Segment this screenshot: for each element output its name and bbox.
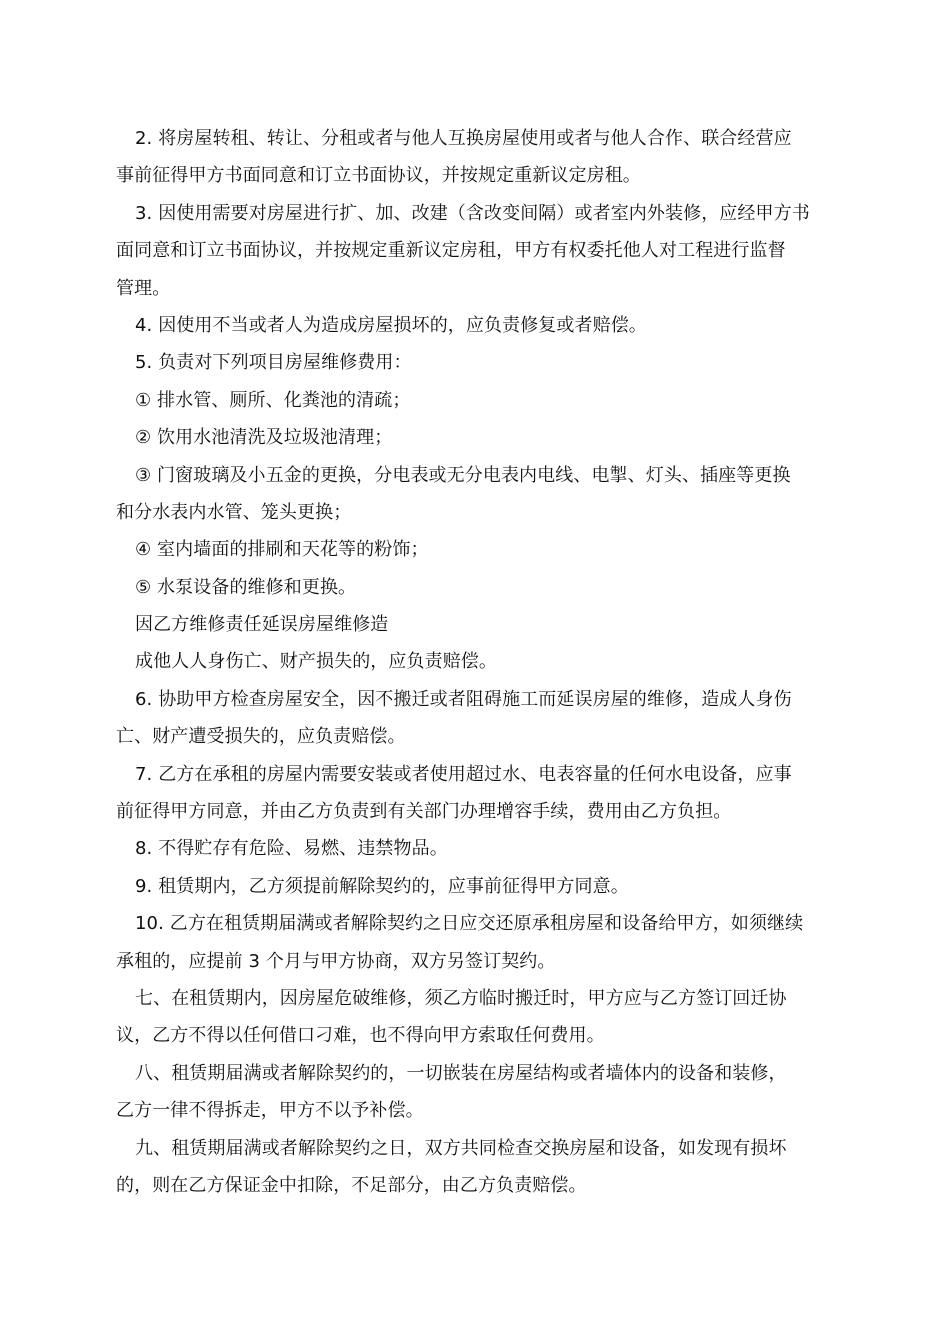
text-line: ⑤ 水泵设备的维修和更换。 <box>135 576 357 598</box>
text-line: 九、租赁期届满或者解除契约之日，双方共同检查交换房屋和设备，如发现有损坏 <box>135 1137 787 1159</box>
text-line: 前征得甲方同意，并由乙方负责到有关部门办理增容手续，费用由乙方负担。 <box>116 801 732 823</box>
text-line: 议，乙方不得以任何借口刁难，也不得向甲方索取任何费用。 <box>116 1025 605 1047</box>
text-line: 管理。 <box>116 277 171 299</box>
text-line: 八、租赁期届满或者解除契约的，一切嵌装在房屋结构或者墙体内的设备和装修， <box>135 1062 787 1084</box>
text-line: 2. 将房屋转租、转让、分租或者与他人互换房屋使用或者与他人合作、联合经营应 <box>135 128 792 149</box>
text-line: 面同意和订立书面协议，并按规定重新议定房租，甲方有权委托他人对工程进行监督 <box>116 240 786 262</box>
text-line: 亡、财产遭受损失的，应负责赔偿。 <box>116 726 406 748</box>
text-line: 9. 租赁期内，乙方须提前解除契约的，应事前征得甲方同意。 <box>135 875 629 897</box>
text-line: 因乙方维修责任延误房屋维修造 <box>135 614 389 636</box>
text-line: 乙方一律不得拆走，甲方不以予补偿。 <box>116 1100 424 1122</box>
text-line: 3. 因使用需要对房屋进行扩、加、改建（含改变间隔）或者室内外装修，应经甲方书 <box>135 202 810 224</box>
text-line: 成他人人身伤亡、财产损失的，应负责赔偿。 <box>135 651 497 673</box>
text-line: ② 饮用水池清洗及垃圾池清理； <box>135 427 393 449</box>
text-line: 的，则在乙方保证金中扣除，不足部分，由乙方负责赔偿。 <box>116 1174 587 1196</box>
text-line: 事前征得甲方书面同意和订立书面协议，并按规定重新议定房租。 <box>116 165 641 187</box>
text-line: 8. 不得贮存有危险、易燃、违禁物品。 <box>135 838 448 860</box>
text-line: 7. 乙方在承租的房屋内需要安装或者使用超过水、电表容量的任何水电设备，应事 <box>135 763 792 785</box>
text-line: 6. 协助甲方检查房屋安全，因不搬迁或者阻碍施工而延误房屋的维修，造成人身伤 <box>135 688 792 710</box>
text-line: 5. 负责对下列项目房屋维修费用： <box>135 352 412 374</box>
text-line: 10. 乙方在租赁期届满或者解除契约之日应交还原承租房屋和设备给甲方，如须继续 <box>135 913 804 935</box>
text-line: 承租的，应提前 3 个月与甲方协商，双方另签订契约。 <box>116 950 556 972</box>
text-line: 七、在租赁期内，因房屋危破维修，须乙方临时搬迁时，甲方应与乙方签订回迁协 <box>135 987 787 1009</box>
text-line: ④ 室内墙面的排刷和天花等的粉饰； <box>135 539 429 561</box>
text-line: ① 排水管、厕所、化粪池的清疏； <box>135 389 411 411</box>
document-body <box>116 120 836 1204</box>
text-line: 4. 因使用不当或者人为造成房屋损坏的，应负责修复或者赔偿。 <box>135 314 647 336</box>
text-line: 和分水表内水管、笼头更换； <box>116 501 352 523</box>
text-line: ③ 门窗玻璃及小五金的更换，分电表或无分电表内电线、电掣、灯头、插座等更换 <box>135 464 791 486</box>
